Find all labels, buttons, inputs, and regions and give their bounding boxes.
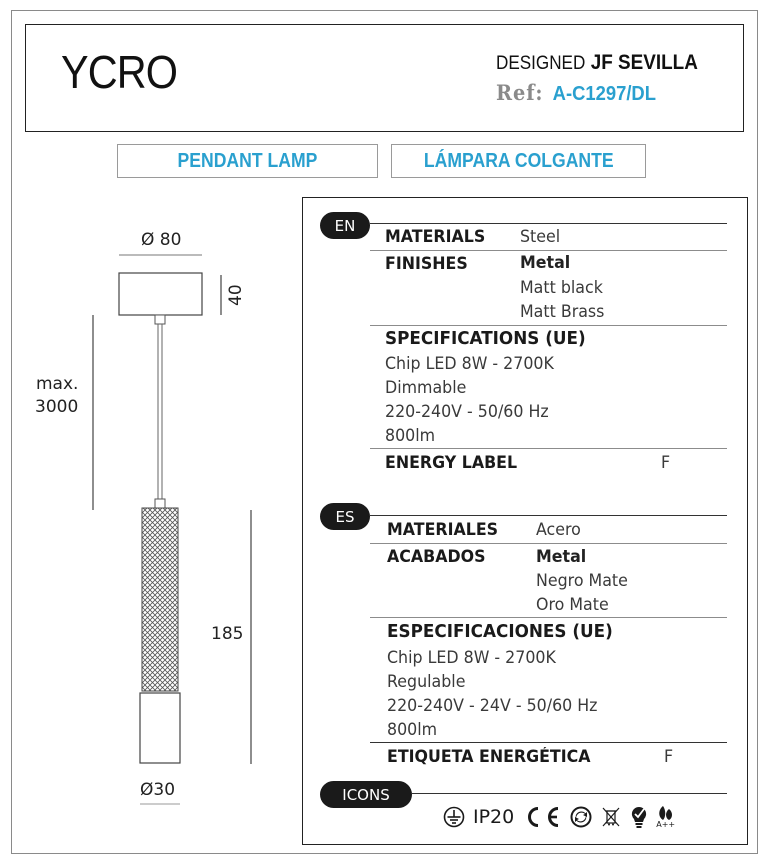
spec-item-es: Regulable xyxy=(387,672,466,691)
product-name: YCRO xyxy=(61,46,178,98)
designer-name: JF SEVILLA xyxy=(590,51,698,74)
designed-by xyxy=(496,51,698,75)
lamp-drawing-svg xyxy=(0,0,300,864)
finish-item-en: Matt Brass xyxy=(520,302,605,321)
ref-code: A-C1297/DL xyxy=(552,83,656,105)
divider xyxy=(370,515,727,516)
spec-item-es: Chip LED 8W - 2700K xyxy=(387,648,556,667)
energy-class-small: A++ xyxy=(656,820,676,829)
divider xyxy=(370,617,727,618)
specifications-label-es: ESPECIFICACIONES (UE) xyxy=(387,622,613,642)
materials-label-es: MATERIALES xyxy=(387,520,499,539)
body-length: 185 xyxy=(211,624,244,644)
lang-pill-en: EN xyxy=(320,212,370,239)
energy-value-es: F xyxy=(664,747,674,766)
materials-label-en: MATERIALS xyxy=(385,227,486,246)
ref-label: Ref: xyxy=(496,80,544,105)
specifications-label-en: SPECIFICATIONS (UE) xyxy=(385,329,586,349)
earth-ground-icon xyxy=(443,806,465,828)
reference xyxy=(496,80,656,106)
designed-label: DESIGNED xyxy=(496,53,586,74)
energy-value-en: F xyxy=(661,453,671,472)
divider xyxy=(370,742,727,743)
lightbulb-check-icon xyxy=(630,805,648,829)
product-type-en-label: PENDANT LAMP xyxy=(177,149,318,172)
weee-crossed-bin-icon xyxy=(600,806,622,828)
ip-rating: IP20 xyxy=(473,806,515,828)
product-type-es xyxy=(391,144,646,178)
energy-label-es: ETIQUETA ENERGÉTICA xyxy=(387,747,591,766)
materials-value-en: Steel xyxy=(520,227,561,246)
cable-length-value: 3000 xyxy=(35,397,79,417)
icons-pill: ICONS xyxy=(320,781,412,808)
spec-item-es: 800lm xyxy=(387,720,438,739)
energy-label-en: ENERGY LABEL xyxy=(385,453,518,472)
lang-pill-es: ES xyxy=(320,503,370,530)
finish-item-en: Metal xyxy=(520,253,571,272)
finish-item-en: Matt black xyxy=(520,278,603,297)
spec-item-es: 220-240V - 24V - 50/60 Hz xyxy=(387,696,598,715)
canopy-diameter: Ø 80 xyxy=(141,230,182,250)
divider xyxy=(370,325,727,326)
finish-item-es: Metal xyxy=(536,547,587,566)
body-diameter: Ø30 xyxy=(140,780,176,800)
materials-value-es: Acero xyxy=(536,520,581,539)
finishes-label-es: ACABADOS xyxy=(387,547,486,566)
divider xyxy=(370,543,727,544)
divider xyxy=(370,448,727,449)
technical-drawing xyxy=(0,0,300,864)
canopy-height: 40 xyxy=(226,284,246,306)
finish-item-es: Oro Mate xyxy=(536,595,609,614)
divider xyxy=(370,250,727,251)
spec-item-en: Chip LED 8W - 2700K xyxy=(385,354,554,373)
product-type-es-label: LÁMPARA COLGANTE xyxy=(423,149,614,172)
finishes-label-en: FINISHES xyxy=(385,254,468,273)
spec-item-en: 800lm xyxy=(385,426,436,445)
spec-item-en: 220-240V - 50/60 Hz xyxy=(385,402,549,421)
certification-icons xyxy=(443,802,675,832)
finish-item-es: Negro Mate xyxy=(536,571,628,590)
spec-item-en: Dimmable xyxy=(385,378,467,397)
spec-panel xyxy=(302,197,748,845)
divider xyxy=(412,793,727,794)
green-dot-recycle-icon xyxy=(570,806,592,828)
ce-mark-icon xyxy=(522,806,562,828)
cable-length-label: max. xyxy=(36,374,79,394)
energy-a-plus-plus-icon xyxy=(656,805,675,829)
divider xyxy=(370,223,727,224)
